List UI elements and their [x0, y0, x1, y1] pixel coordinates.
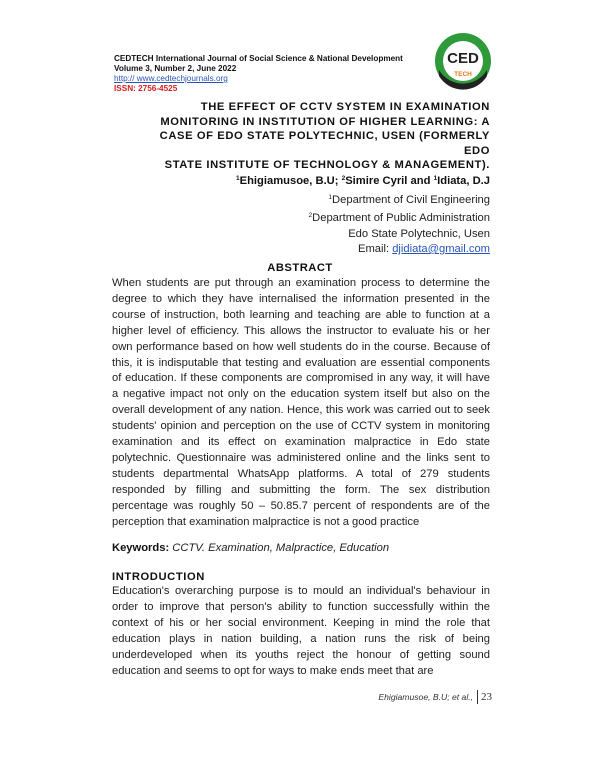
logo-text-bottom: TECH	[454, 71, 472, 78]
affiliation-1: $^1$Department of Civil Engineering	[328, 193, 490, 206]
footer-authors: Ehigiamusoe, B.U; et al.,	[378, 692, 473, 702]
footer-divider	[477, 690, 478, 704]
journal-url-link[interactable]: http:// www.cedtechjournals.org	[114, 74, 228, 83]
journal-issn: ISSN: 2756-4525	[114, 84, 178, 93]
affiliation-3: Edo State Polytechnic, Usen	[348, 227, 490, 240]
journal-header	[114, 54, 414, 94]
author-names: $^1$Ehigiamusoe, B.U; $^2$Simire Cyril and $^1$Idiata, D.J	[236, 175, 490, 187]
journal-title: CEDTECH International Journal of Social Science & National Development	[114, 54, 403, 63]
title-line: THE EFFECT OF CCTV SYSTEM IN EXAMINATION	[200, 101, 490, 113]
journal-volume: Volume 3, Number 2, June 2022	[114, 64, 237, 73]
author-block	[190, 171, 490, 258]
abstract-text: When students are put through an examination process to determine the degree to which they have internalised the information presented in the course of instruction, both learning and teaching are able to function at a higher level of efficiency. This allows the instructor to evaluate his or her own performance based on how well students do in the course. Because of this, it is indisputable that testing and evaluation are essential components of education. If these components are compromised in any way, it will have a negative impact not only on the education system itself but also on the overall development of any nation. Hence, this work was carried out to seek students' opinion and perception on the use of CCTV system in monitoring examination and its effect on examination malpractice in Edo state polytechnic. Questionnaire was administered online and the links sent to students departmental WhatsApp platforms. A total of 279 students responded by filling and submitting the form. The sex distribution percentage was roughly 50 – 50.85.7 percent of respondents are of the perception that examination malpractice is not a good practice	[112, 277, 490, 528]
email-link[interactable]: djidiata@gmail.com	[392, 243, 490, 255]
introduction-heading: INTRODUCTION	[112, 571, 205, 583]
title-line: STATE INSTITUTE OF TECHNOLOGY & MANAGEMENT).	[164, 159, 490, 172]
title-line: MONITORING IN INSTITUTION OF HIGHER LEARNING: A	[160, 115, 490, 128]
introduction-text: Education's overarching purpose is to mould an individual's behaviour in order to improve that person's ability to function successfully within the context of his or her social environment. Keeping in mind the role that education plays in nation building, a nation runs the risk of being underdeveloped when its youths reject the honour of getting sound education and seems to opt for ways to make ends meet that are	[112, 585, 490, 677]
keywords-label: Keywords:	[112, 542, 170, 554]
page-number: 23	[481, 691, 492, 703]
paper-title	[150, 100, 490, 173]
affiliation-2: $^2$Department of Public Administration	[308, 212, 490, 224]
title-line: CASE OF EDO STATE POLYTECHNIC, USEN (FORMERLY EDO	[159, 130, 490, 157]
keywords-value: CCTV. Examination, Malpractice, Education	[169, 542, 390, 554]
email-line: Email: djidiata@gmail.com	[358, 243, 490, 255]
keywords-line	[112, 542, 490, 554]
cedtech-logo	[434, 32, 492, 90]
logo-text-top: CED	[447, 50, 479, 67]
abstract-heading: ABSTRACT	[267, 262, 333, 274]
page-footer	[378, 690, 492, 704]
